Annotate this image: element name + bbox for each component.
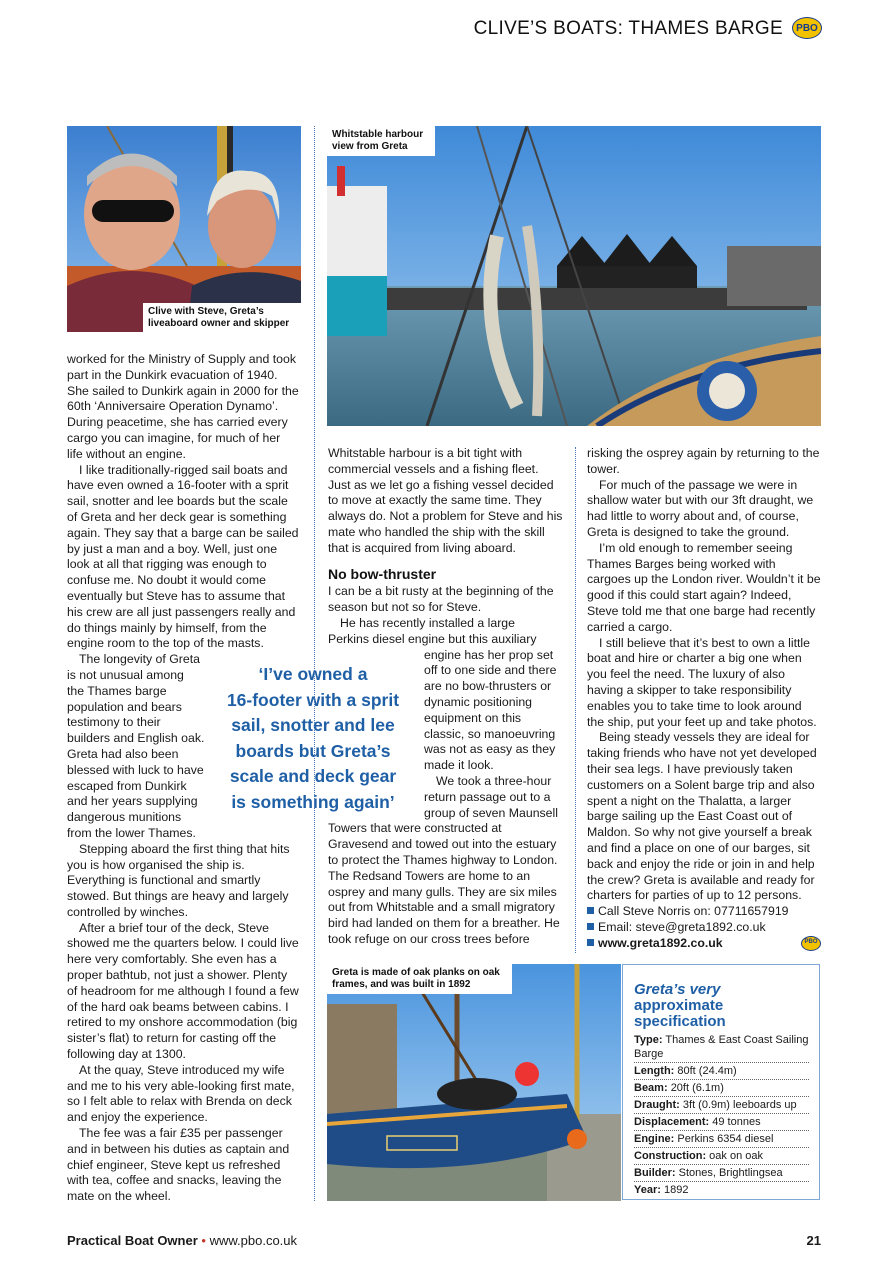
spec-label: Type: [634, 1034, 663, 1046]
spec-label: Engine: [634, 1133, 675, 1145]
footer-url[interactable]: www.pbo.co.uk [209, 1233, 298, 1248]
spec-label: Construction: [634, 1150, 707, 1162]
contact-website-link[interactable]: www.greta1892.co.uk [598, 935, 723, 950]
selfie-photo-illustration [67, 126, 301, 332]
col1-p3-line: testimony to their [67, 715, 161, 730]
footer-magazine-name: Practical Boat Owner [67, 1233, 198, 1248]
col3-paragraph-1: risking the osprey again by returning to the tower. [587, 446, 820, 476]
barge-caption-line-1: Greta is made of oak planks on oak [332, 967, 500, 978]
spec-value: 1892 [663, 1184, 689, 1196]
spec-value: 49 tonnes [712, 1116, 761, 1128]
selfie-photo [67, 126, 301, 332]
pull-quote-line: is something again’ [231, 791, 395, 812]
col2-p3-line: engine has her prop set [424, 647, 554, 662]
spec-label: Beam: [634, 1082, 668, 1094]
col3-paragraph-4: I still believe that it’s best to own a little boat and hire or charter a big one when you feel the need. The luxury of also having a skipper to take responsibility enables you to take time to look around the ship, put your feet up and take photos. [587, 635, 817, 729]
spec-value: oak on oak [709, 1150, 763, 1162]
contact-phone [587, 904, 821, 920]
col3-paragraph-3: I’m old enough to remember seeing Thames Barges being worked with cargoes up the London river. Wouldn’t it be good if this could start again? Indeed, Steve told me that one barge had recently carried a cargo. [587, 540, 821, 634]
col2-p4-line: return passage out to a [424, 789, 551, 804]
spec-value: Stones, Brightlingsea [678, 1167, 783, 1179]
spec-value: Perkins 6354 diesel [677, 1133, 774, 1145]
spec-row-construction [634, 1148, 809, 1165]
end-mark-logo: PBO [801, 936, 821, 951]
col1-p3-line: blessed with luck to have [67, 762, 204, 777]
spec-value: 20ft (6.1m) [670, 1082, 724, 1094]
no-bow-thruster-heading: No bow-thruster [328, 565, 437, 582]
harbour-photo-illustration [327, 126, 821, 426]
col1-paragraph-4: Stepping aboard the first thing that hits you is how organised the ship is. Everything is functional and smartly stowed. But things are heavy and largely controlled by winches. [67, 841, 290, 919]
col2-p3-line: off to one side and there [424, 663, 557, 678]
spec-row-displacement [634, 1114, 809, 1131]
col1-paragraph-5: After a brief tour of the deck, Steve showed me the quarters below. I could live here very comfortably. She even has a proper bathtub, not just a shower. Plenty of headroom for me although I found a few of the hard oak beams between cabins. I retired to my onshore accommodation (big sister’s flat) to return for casting off the following day at 1300. [67, 920, 299, 1062]
page-number: 21 [806, 1233, 821, 1248]
spec-label: Draught: [634, 1099, 680, 1111]
footer-separator: • [201, 1233, 206, 1248]
col2-p3-line: are no bow-thrusters or [424, 679, 552, 694]
col2-paragraph-1: Whitstable harbour is a bit tight with commercial vessels and a fishing fleet. Just as we let go a fishing vessel decided to move at exactly the same time. They always do. Not a problem for Steve and his mate who handled the ship with the skill that is acquired from living aboard. [328, 446, 563, 555]
column-rule-1 [314, 126, 315, 1201]
pbo-logo: PBO [792, 17, 822, 39]
bullet-square-icon [587, 923, 594, 930]
barge-caption-line-2: frames, and was built in 1892 [332, 979, 471, 990]
spec-title-line-1: Greta’s very [634, 981, 721, 998]
harbour-caption-line-1: Whitstable harbour [332, 129, 424, 140]
pull-quote-line: boards but Greta’s [235, 740, 391, 761]
col1-p3-line: and her years supplying [67, 794, 198, 809]
spec-row-type [634, 1032, 809, 1063]
col2-paragraph-4-rest: Towers that were constructed at Gravesend and towed out into the estuary to protect the Thames highway to London. The Redsand Towers are home to an osprey and many gulls. They are six miles out from Whitstable and a small migratory bird had landed on them for a breather. He took refuge on our cross trees before [328, 821, 560, 946]
contact-email-text[interactable]: Email: steve@greta1892.co.uk [598, 919, 766, 934]
col2-p3-line: equipment on this [424, 710, 522, 725]
col1-p3-line: is not unusual among [67, 667, 184, 682]
col1-paragraph-2: I like traditionally-rigged sail boats and have even owned a 16-footer with a sprit sail, snotter and lee boards but the scale of Greta and her deck gear is something again. They say that a barge can be sailed by just a man and a boy. Well, just one look at all that rigging was enough to confuse me. No doubt it would come eventually but Steve has to assume that his crew are all just passengers really and do things mainly by himself, from the engine room to the top of the masts. [67, 462, 299, 651]
contact-website[interactable] [587, 936, 821, 952]
col3-paragraph-5: Being steady vessels they are ideal for taking friends who have not yet developed their sea legs. I have previously taken customers on a Solent barge trip and also spent a night on the Thalatta, a larger barge sailing up the East Coast out of Maldon. So why not give yourself a break and find a place on one of our barges, sit back and enjoy the ride or join in and help the crew? Greta is available and ready for charters for parties of up to 12 persons. [587, 730, 817, 903]
spec-row-draught [634, 1097, 809, 1114]
pull-quote-line: scale and deck gear [229, 766, 397, 786]
harbour-photo [327, 126, 821, 426]
bullet-square-icon [587, 939, 594, 946]
pull-quote-line: ‘I’ve owned a [258, 664, 368, 684]
harbour-caption [327, 126, 435, 156]
spec-label: Builder: [634, 1167, 676, 1179]
col1-paragraph-6: At the quay, Steve introduced my wife and me to his very able-looking first mate, so I felt able to relax with Brenda on deck and enjoy the experience. [67, 1062, 295, 1125]
col2-p3-line: was not as easy as they [424, 742, 556, 757]
selfie-caption: Clive with Steve, Greta’s liveaboard owner and skipper [143, 303, 301, 332]
col2-p4-line: We took a three-hour [436, 773, 552, 788]
spec-label: Displacement: [634, 1116, 710, 1128]
spec-title-line-3: specification [634, 1013, 726, 1030]
col1-p3-line: escaped from Dunkirk [67, 778, 187, 793]
barge-photo [327, 964, 621, 1201]
contact-phone-text: Call Steve Norris on: 07711657919 [598, 904, 789, 919]
col1-paragraph-1: worked for the Ministry of Supply and took part in the Dunkirk evacuation of 1940. She sailed to Dunkirk again in 2000 for the 60th ‘Anniversaire Operation Dynamo’. During peacetime, she has carried every cargo you can imagine, for much of her life without an engine. [67, 352, 299, 461]
col3-paragraph-2: For much of the passage we were in shallow water but with our 3ft draught, we had little to worry about and, of course, Greta is designed to take the ground. [587, 477, 814, 539]
col1-p3-line: dangerous munitions [67, 810, 182, 825]
harbour-caption-line-2: view from Greta [332, 141, 408, 152]
spec-value: Thames & East Coast Sailing Barge [634, 1034, 809, 1060]
col2-p4-line: group of seven Maunsell [424, 805, 558, 820]
col2-paragraph-2: I can be a bit rusty at the beginning of the season but not so for Steve. [328, 584, 554, 615]
bullet-square-icon [587, 907, 594, 914]
col1-p3-line: from the lower Thames. [67, 825, 196, 840]
spec-box [622, 964, 820, 1200]
col1-p3-line: the Thames barge [67, 683, 167, 698]
spec-value: 80ft (24.4m) [677, 1065, 737, 1077]
column-rule-2 [575, 447, 576, 953]
col1-p3-line: Greta had also been [67, 746, 179, 761]
pull-quote-line: sail, snotter and lee [231, 715, 395, 735]
spec-box-inner [623, 965, 819, 1198]
spec-row-length [634, 1063, 809, 1080]
spec-row-engine [634, 1131, 809, 1148]
spec-title-line-2: approximate [634, 997, 724, 1014]
spec-row-beam [634, 1080, 809, 1097]
spec-row-builder [634, 1165, 809, 1182]
col1-p3-line: population and bears [67, 699, 182, 714]
col2-paragraph-3-narrow [424, 648, 564, 822]
col1-paragraph-3 [67, 652, 217, 842]
spec-value: 3ft (0.9m) leeboards up [682, 1099, 797, 1111]
col1-p3-line: builders and English oak. [67, 731, 205, 746]
col2-paragraph-3-full: Perkins diesel engine but this auxiliary [328, 631, 537, 646]
spec-row-year [634, 1182, 809, 1198]
footer-credit [67, 1233, 297, 1248]
spec-label: Year: [634, 1184, 661, 1196]
col1-paragraph-7: The fee was a fair £35 per passenger and in between his duties as captain and chief engineer, Steve kept us refreshed with tea, coffee and snacks, leaving the mate on the wheel. [67, 1126, 290, 1204]
col2-paragraph-3-intro: He has recently installed a large [340, 615, 515, 630]
barge-caption [327, 964, 512, 994]
col2-p3-line: made it look. [424, 758, 494, 773]
contact-email[interactable] [587, 920, 821, 936]
column-3 [587, 446, 821, 952]
barge-photo-illustration [327, 964, 621, 1201]
col2-p3-line: classic, so manoeuvring [424, 726, 556, 741]
spec-label: Length: [634, 1065, 675, 1077]
col1-p3-line: The longevity of Greta [79, 652, 200, 667]
column-2 [328, 446, 564, 948]
col2-p3-line: dynamic positioning [424, 694, 533, 709]
spec-table [634, 1032, 809, 1198]
pull-quote-line: 16-footer with a sprit [226, 689, 400, 710]
section-header: CLIVE’S BOATS: THAMES BARGE [473, 18, 783, 39]
